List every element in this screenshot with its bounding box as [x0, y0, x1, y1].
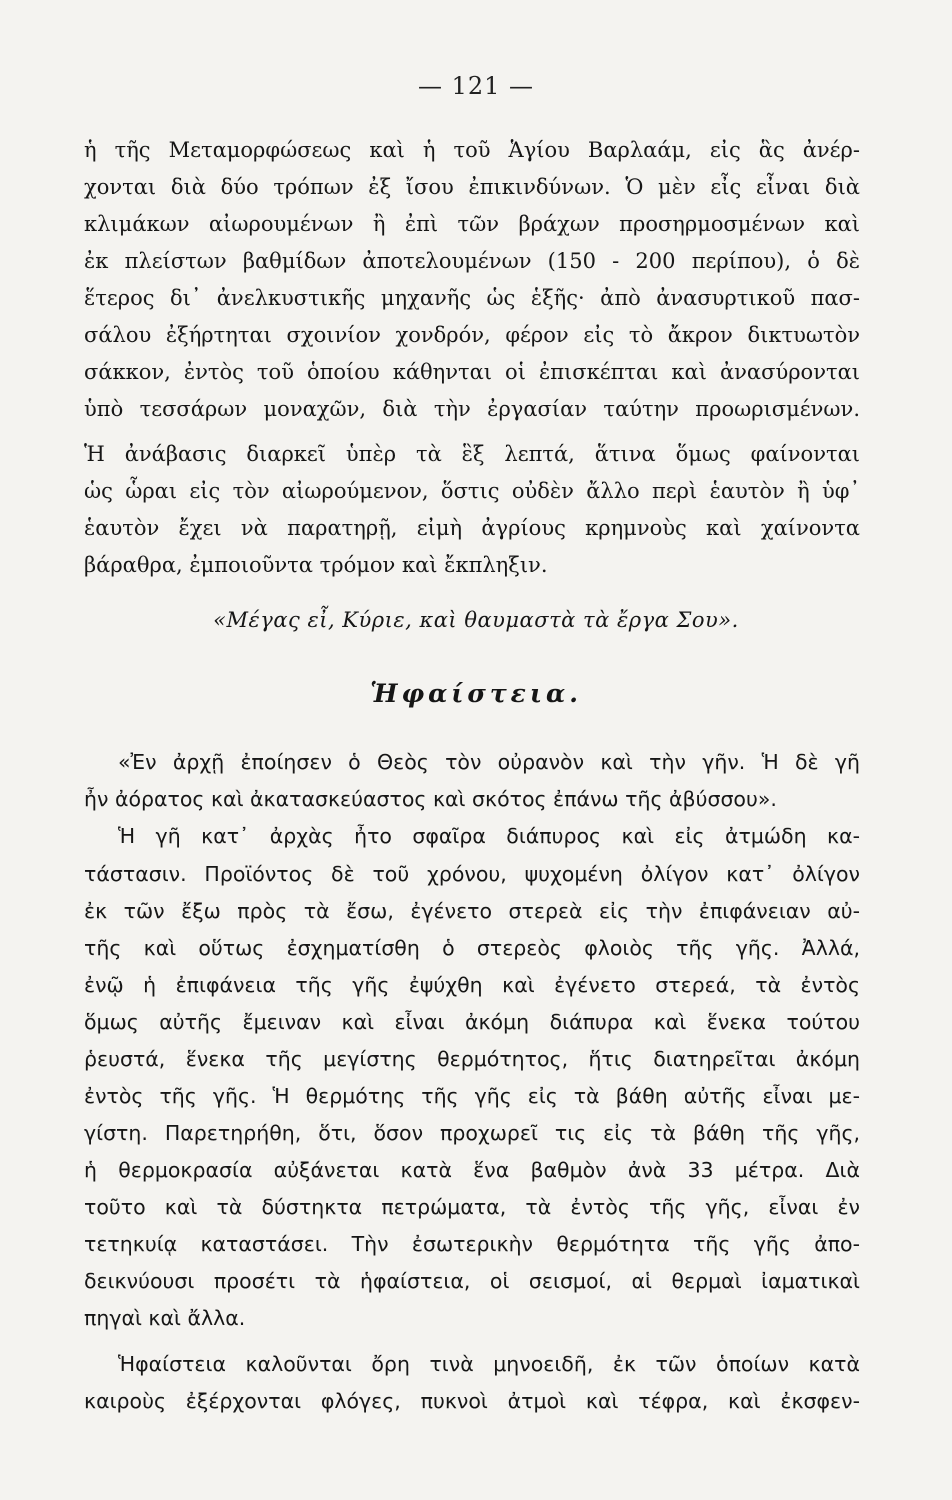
- text-line: Ἡ ἀνάβασις διαρκεῖ ὑπὲρ τὰ ἓξ λεπτά, ἅτινα ὅμως φαίνονται: [84, 442, 860, 466]
- text-line: Ἡ γῆ κατ᾽ ἀρχὰς ἦτο σφαῖρα διάπυρος καὶ εἰς ἀτμώδη κα-: [118, 824, 860, 848]
- text-line: ἡ θερμοκρασία αὐξάνεται κατὰ ἕνα βαθμὸν ἀνὰ 33 μέτρα. Διὰ: [84, 1158, 860, 1182]
- text-line: χονται διὰ δύο τρόπων ἐξ ἴσου ἐπικινδύνων. Ὁ μὲν εἶς εἶναι διὰ: [84, 175, 860, 199]
- text-line: τῆς καὶ οὕτως ἐσχηματίσθη ὁ στερεὸς φλοιὸς τῆς γῆς. Ἀλλά,: [84, 936, 860, 960]
- text-line: ὡς ὧραι εἰς τὸν αἰωρούμενον, ὅστις οὐδὲν ἄλλο περὶ ἑαυτὸν ἢ ὑφ᾽: [84, 479, 860, 503]
- text-line: τετηκυίᾳ καταστάσει. Τὴν ἐσωτερικὴν θερμότητα τῆς γῆς ἀπο-: [84, 1232, 860, 1256]
- text-line: ἐκ πλείστων βαθμίδων ἀποτελουμένων (150 - 200 περίπου), ὁ δὲ: [84, 249, 860, 273]
- text-line: κλιμάκων αἰωρουμένων ἢ ἐπὶ τῶν βράχων προσηρμοσμένων καὶ: [84, 212, 860, 236]
- text-line: βάραθρα, ἐμποιοῦντα τρόμον καὶ ἔκπληξιν.: [84, 553, 548, 577]
- page-number: — 121 —: [417, 72, 535, 100]
- text-line: ὅμως αὐτῆς ἔμειναν καὶ εἶναι ἀκόμη διάπυρα καὶ ἕνεκα τούτου: [84, 1010, 860, 1034]
- text-line: Ἡφαίστεια καλοῦνται ὄρη τινὰ μηνοειδῆ, ἐκ τῶν ὁποίων κατὰ: [118, 1352, 860, 1376]
- text-line: ἕτερος δι᾽ ἀνελκυστικῆς μηχανῆς ὡς ἑξῆς· ἀπὸ ἀνασυρτικοῦ πασ-: [84, 286, 860, 310]
- text-line: καιροὺς ἐξέρχονται φλόγες, πυκνοὶ ἀτμοὶ καὶ τέφρα, καὶ ἐκσφεν-: [84, 1389, 860, 1413]
- text-line: ῥευστά, ἕνεκα τῆς μεγίστης θερμότητος, ἥτις διατηρεῖται ἀκόμη: [84, 1047, 860, 1071]
- text-line: «Ἐν ἀρχῇ ἐποίησεν ὁ Θεὸς τὸν οὐρανὸν καὶ τὴν γῆν. Ἡ δὲ γῆ: [118, 750, 860, 774]
- scripture-quote: «Μέγας εἶ, Κύριε, καὶ θαυμαστὰ τὰ ἔργα Σου».: [213, 608, 739, 632]
- text-line: ἦν ἀόρατος καὶ ἀκατασκεύαστος καὶ σκότος ἐπάνω τῆς ἀβύσσου».: [84, 787, 777, 811]
- text-line: ὑπὸ τεσσάρων μοναχῶν, διὰ τὴν ἐργασίαν ταύτην προωρισμένων.: [84, 397, 860, 421]
- text-line: τοῦτο καὶ τὰ δύστηκτα πετρώματα, τὰ ἐντὸς τῆς γῆς, εἶναι ἐν: [84, 1195, 860, 1219]
- text-line: τάστασιν. Προϊόντος δὲ τοῦ χρόνου, ψυχομένη ὀλίγον κατ᾽ ὀλίγον: [84, 862, 860, 886]
- text-line: πηγαὶ καὶ ἄλλα.: [84, 1306, 246, 1330]
- text-line: δεικνύουσι προσέτι τὰ ἡφαίστεια, οἱ σεισμοί, αἱ θερμαὶ ἰαματικαὶ: [84, 1269, 860, 1293]
- text-line: σάλου ἐξήρτηται σχοινίον χονδρόν, φέρον εἰς τὸ ἄκρον δικτυωτὸν: [84, 323, 860, 347]
- text-line: ἑαυτὸν ἔχει νὰ παρατηρῇ, εἰμὴ ἀγρίους κρημνοὺς καὶ χαίνοντα: [84, 516, 860, 540]
- section-heading: Ἡφαίστεια.: [370, 679, 582, 708]
- text-line: ἐνῷ ἡ ἐπιφάνεια τῆς γῆς ἐψύχθη καὶ ἐγένετο στερεά, τὰ ἐντὸς: [84, 973, 860, 997]
- text-line: ἐντὸς τῆς γῆς. Ἡ θερμότης τῆς γῆς εἰς τὰ βάθη αὐτῆς εἶναι με-: [84, 1084, 860, 1108]
- text-line: ἐκ τῶν ἔξω πρὸς τὰ ἔσω, ἐγένετο στερεὰ εἰς τὴν ἐπιφάνειαν αὐ-: [84, 899, 860, 923]
- text-line: ἡ τῆς Μεταμορφώσεως καὶ ἡ τοῦ Ἁγίου Βαρλαάμ, εἰς ἃς ἀνέρ-: [84, 138, 860, 162]
- text-line: γίστη. Παρετηρήθη, ὅτι, ὅσον προχωρεῖ τις εἰς τὰ βάθη τῆς γῆς,: [84, 1121, 860, 1145]
- text-line: σάκκον, ἐντὸς τοῦ ὁποίου κάθηνται οἱ ἐπισκέπται καὶ ἀνασύρονται: [84, 360, 860, 384]
